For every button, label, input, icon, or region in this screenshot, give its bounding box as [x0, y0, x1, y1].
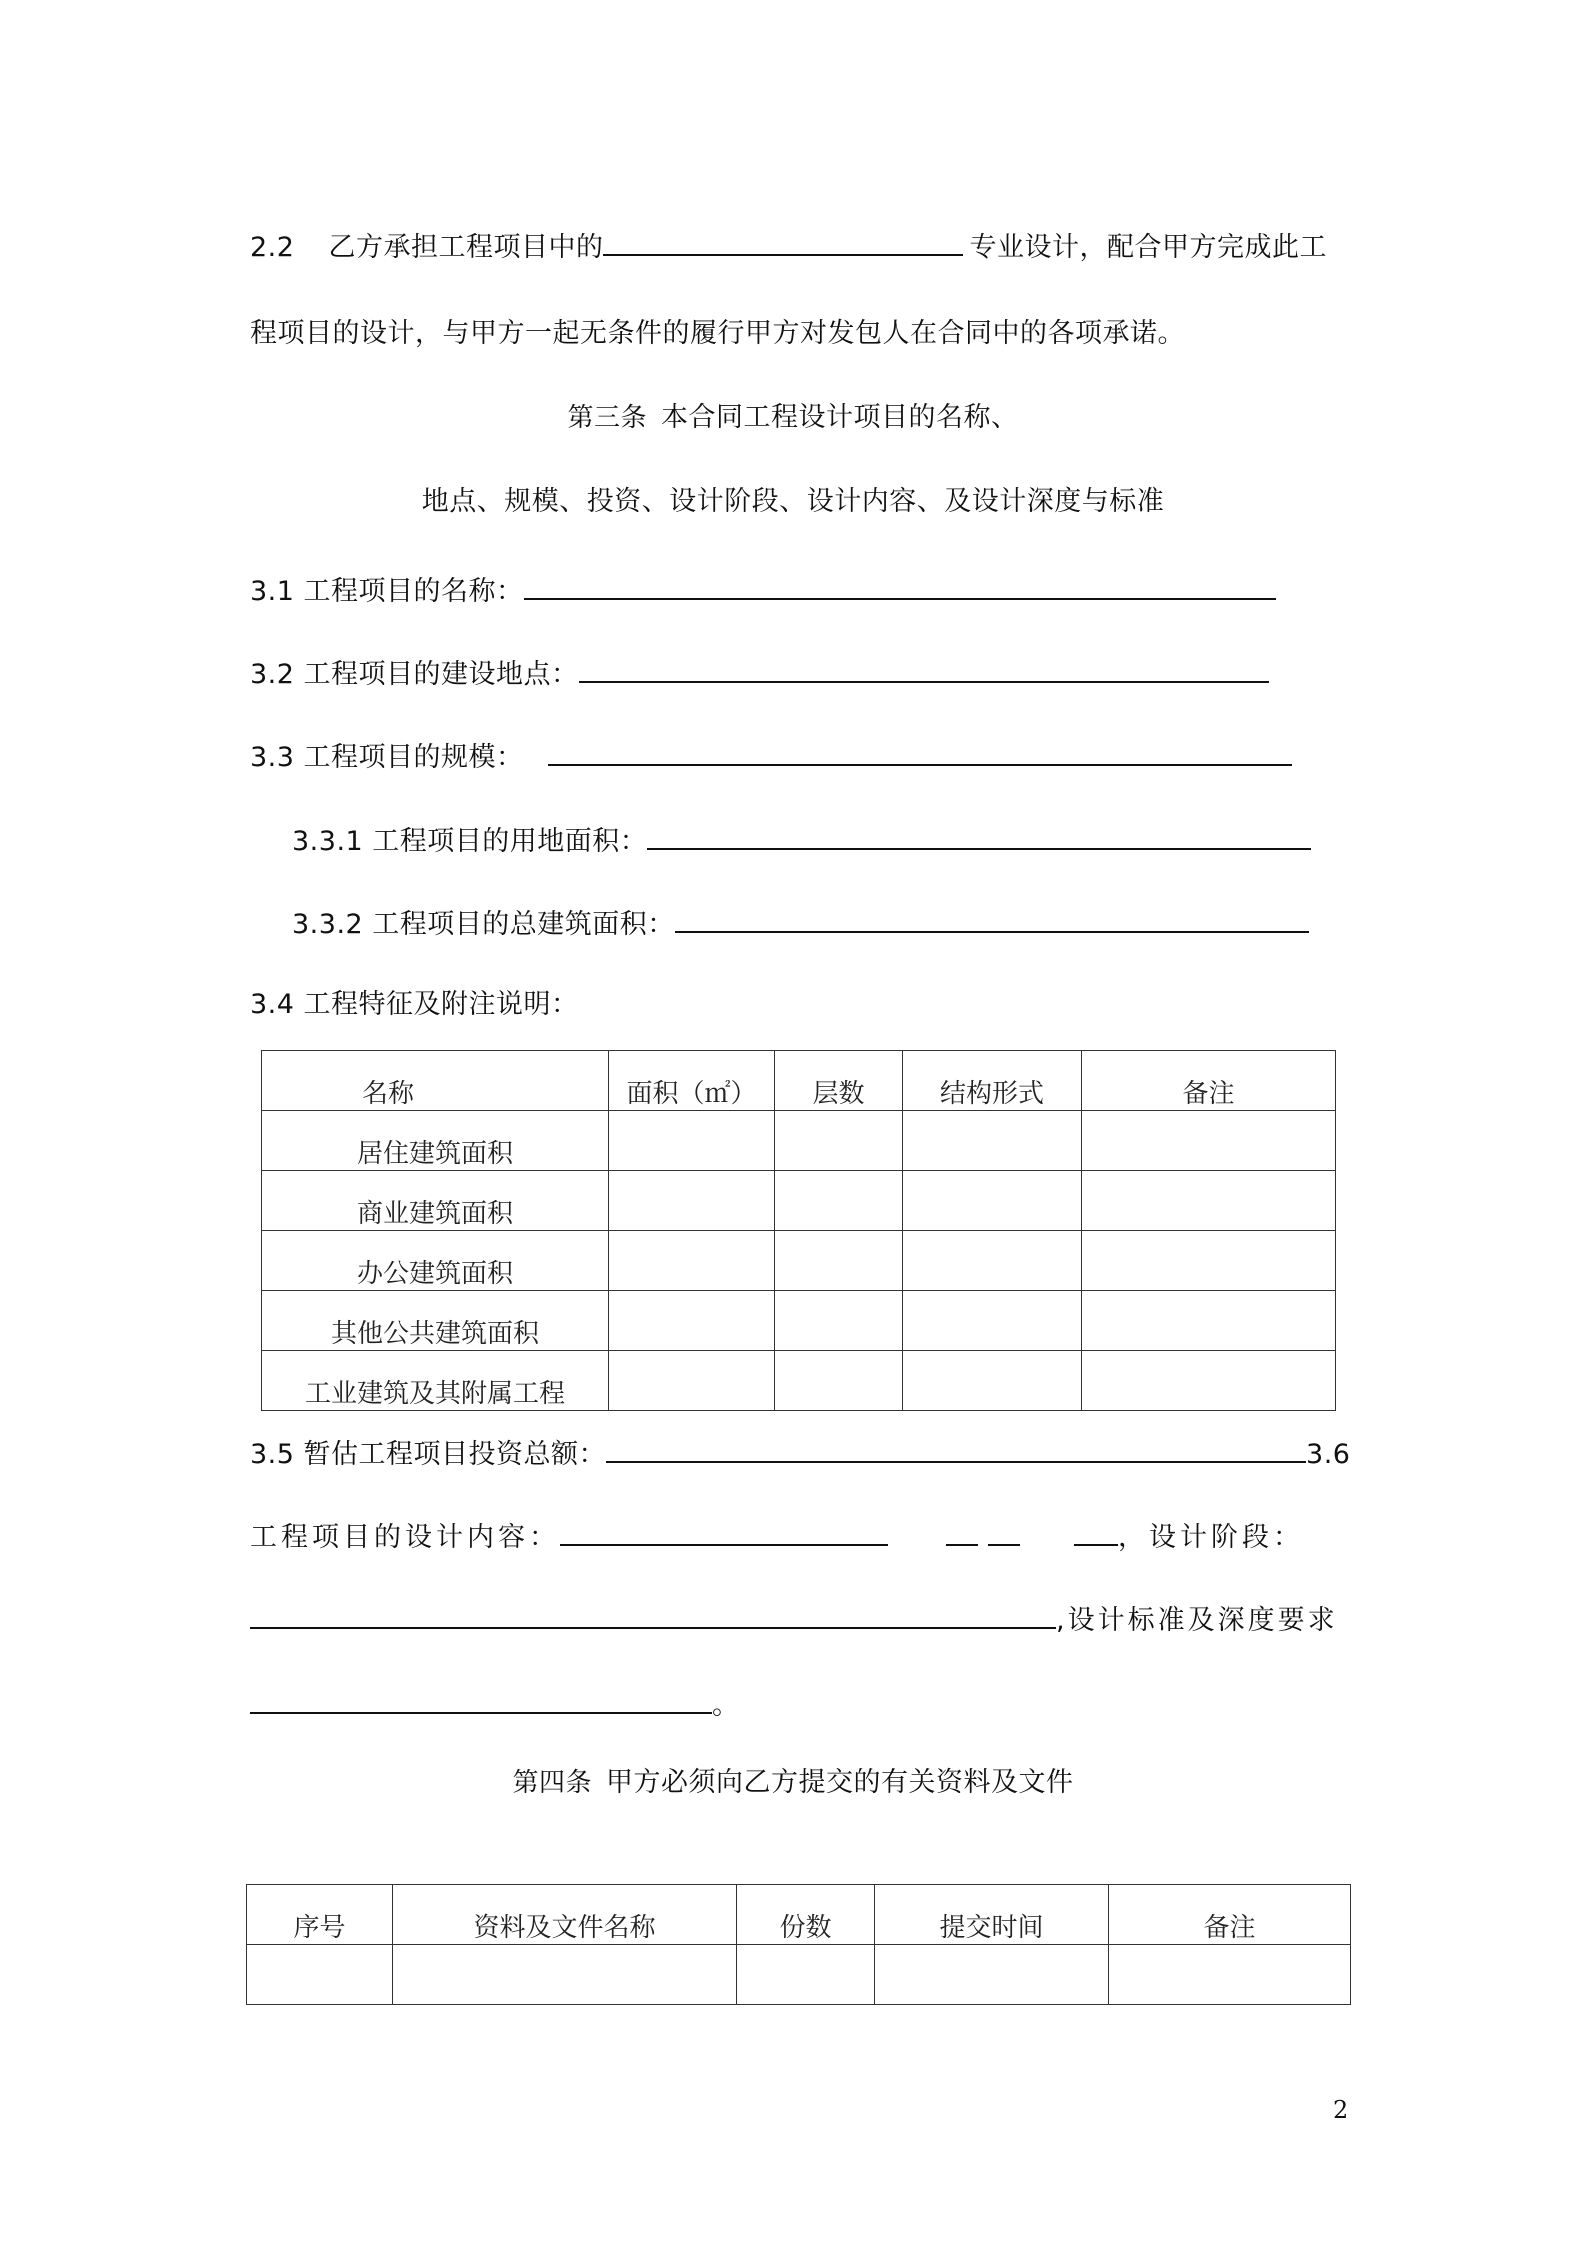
item-label: 。: [712, 1690, 740, 1721]
remark-cell[interactable]: [1082, 1291, 1336, 1351]
clause-2-2-line1: [250, 228, 1327, 268]
item-label: 3.1 工程项目的名称：: [250, 576, 524, 607]
row-label: 工业建筑及其附属工程: [262, 1351, 609, 1411]
design-content-blank-3[interactable]: [988, 1518, 1020, 1546]
table-row: [247, 1945, 1351, 2005]
area-cell[interactable]: [609, 1231, 775, 1291]
header-cell: 备注: [1109, 1885, 1351, 1945]
design-standard-blank[interactable]: [250, 1686, 712, 1714]
item-3-3: [250, 738, 1292, 778]
header-cell: 结构形式: [903, 1051, 1082, 1111]
design-content-blank-2[interactable]: [946, 1518, 978, 1546]
page-number: 2: [1333, 2096, 1349, 2124]
item-label: 3.5 暂估工程项目投资总额：: [250, 1439, 607, 1470]
item-3-1: [250, 572, 1276, 612]
area-cell[interactable]: [609, 1291, 775, 1351]
area-cell[interactable]: [609, 1111, 775, 1171]
table-row: [262, 1231, 1336, 1291]
item-3-6-line2: [250, 1601, 1338, 1641]
table-row: [262, 1171, 1336, 1231]
remark-cell[interactable]: [1082, 1111, 1336, 1171]
row-label: 居住建筑面积: [262, 1111, 609, 1171]
item-label: 3.2 工程项目的建设地点：: [250, 659, 579, 690]
row-label: 其他公共建筑面积: [262, 1291, 609, 1351]
remark-cell[interactable]: [1082, 1171, 1336, 1231]
item-3-3-2: [292, 905, 1309, 945]
article-title: 本合同工程设计项目的名称、: [661, 402, 1019, 433]
floors-cell[interactable]: [775, 1111, 903, 1171]
header-cell: 层数: [775, 1051, 903, 1111]
clause-2-2-line2: 程项目的设计，与甲方一起无条件的履行甲方对发包人在合同中的各项承诺。: [250, 318, 1185, 349]
remark-cell[interactable]: [1082, 1231, 1336, 1291]
article-3-title-line2: 地点、规模、投资、设计阶段、设计内容、及设计深度与标准: [421, 486, 1165, 517]
item-label: 3.3.1 工程项目的用地面积：: [292, 826, 648, 857]
header-cell: 面积（㎡）: [609, 1051, 775, 1111]
header-cell: 份数: [737, 1885, 875, 1945]
item-3-6-line1: [250, 1518, 1304, 1558]
header-cell: 名称: [262, 1051, 609, 1111]
remark-cell[interactable]: [1109, 1945, 1351, 2005]
copies-cell[interactable]: [737, 1945, 875, 2005]
design-stage-blank[interactable]: [250, 1601, 1056, 1629]
clause-text: 专业设计，配合甲方完成此工: [969, 232, 1327, 263]
table-row: [262, 1291, 1336, 1351]
table-header-row: [262, 1051, 1336, 1111]
specialty-blank[interactable]: [603, 228, 963, 256]
document-name-cell[interactable]: [393, 1945, 737, 2005]
item-label: 3.3.2 工程项目的总建筑面积：: [292, 909, 675, 940]
item-number: 3.6: [1306, 1439, 1351, 1470]
location-blank[interactable]: [579, 655, 1269, 683]
item-3-3-1: [292, 822, 1311, 862]
serial-cell[interactable]: [247, 1945, 393, 2005]
submit-time-cell[interactable]: [875, 1945, 1109, 2005]
row-label: 商业建筑面积: [262, 1171, 609, 1231]
item-3-5: [250, 1435, 1350, 1475]
header-cell: 序号: [247, 1885, 393, 1945]
item-3-4: 3.4 工程特征及附注说明：: [250, 989, 579, 1020]
building-area-blank[interactable]: [675, 905, 1309, 933]
article-4-title: [0, 1763, 1586, 1803]
article-3-title-line1: [0, 398, 1586, 438]
table-header-row: [247, 1885, 1351, 1945]
scale-blank[interactable]: [548, 738, 1292, 766]
table-row: [262, 1351, 1336, 1411]
investment-blank[interactable]: [606, 1435, 1306, 1463]
structure-cell[interactable]: [903, 1111, 1082, 1171]
article-title: 甲方必须向乙方提交的有关资料及文件: [606, 1767, 1074, 1798]
table-row: [262, 1111, 1336, 1171]
floors-cell[interactable]: [775, 1291, 903, 1351]
row-label: 办公建筑面积: [262, 1231, 609, 1291]
article-label: 第三条: [567, 403, 647, 433]
structure-cell[interactable]: [903, 1351, 1082, 1411]
land-area-blank[interactable]: [647, 822, 1311, 850]
floors-cell[interactable]: [775, 1351, 903, 1411]
clause-number: 2.2: [250, 232, 295, 263]
header-cell: 资料及文件名称: [393, 1885, 737, 1945]
structure-cell[interactable]: [903, 1231, 1082, 1291]
header-cell: 备注: [1082, 1051, 1336, 1111]
article-label: 第四条: [512, 1768, 592, 1798]
floors-cell[interactable]: [775, 1171, 903, 1231]
item-3-6-line3: [250, 1686, 740, 1726]
clause-text: 乙方承担工程项目中的: [328, 232, 604, 263]
item-label: ，设计阶段：: [1118, 1522, 1304, 1553]
header-cell: 提交时间: [875, 1885, 1109, 1945]
features-table: [261, 1050, 1336, 1411]
area-cell[interactable]: [609, 1351, 775, 1411]
item-label: 工程项目的设计内容：: [250, 1522, 560, 1553]
remark-cell[interactable]: [1082, 1351, 1336, 1411]
documents-table: [246, 1884, 1351, 2005]
design-content-blank-4[interactable]: [1074, 1518, 1118, 1546]
design-content-blank[interactable]: [560, 1518, 888, 1546]
item-3-2: [250, 655, 1269, 695]
structure-cell[interactable]: [903, 1171, 1082, 1231]
item-label: 3.3 工程项目的规模：: [250, 742, 524, 773]
structure-cell[interactable]: [903, 1291, 1082, 1351]
floors-cell[interactable]: [775, 1231, 903, 1291]
project-name-blank[interactable]: [524, 572, 1276, 600]
item-label: ,设计标准及深度要求: [1056, 1605, 1338, 1636]
area-cell[interactable]: [609, 1171, 775, 1231]
